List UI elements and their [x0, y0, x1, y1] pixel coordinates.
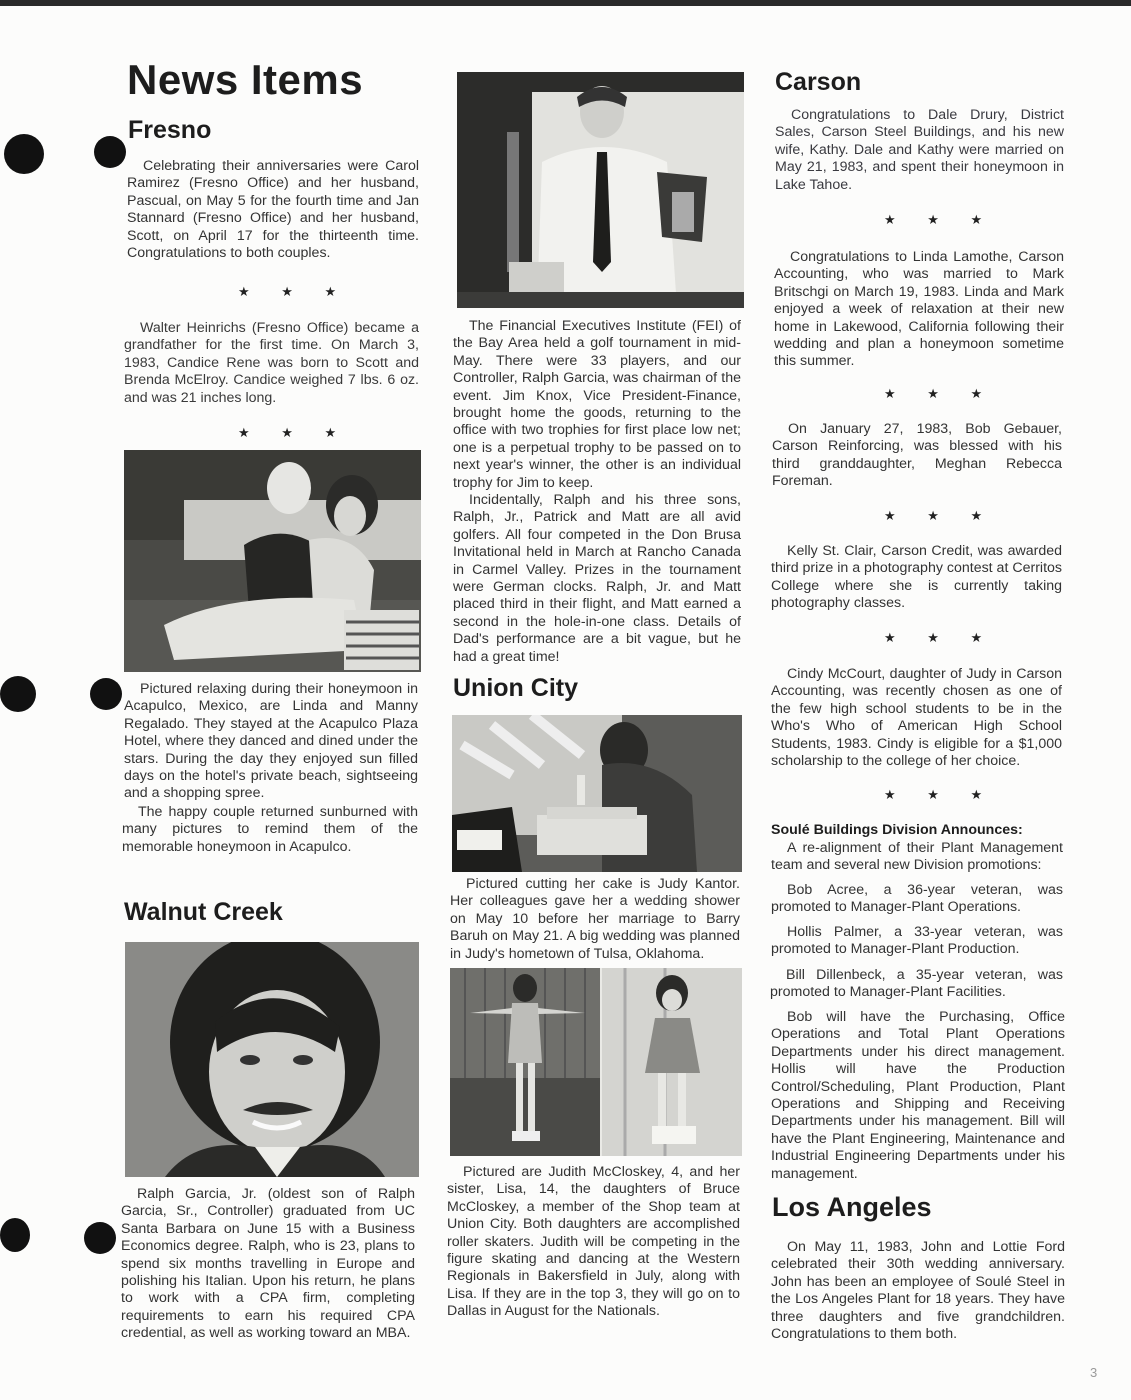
carson-item-mccourt-text: Cindy McCourt, daughter of Judy in Carson Accounting, was recently chosen as one of the few high school students to be in the Who's Who of American High School Students, 1983. Cindy is eligible for a $1,000 scholarship to the college of her choice. [771, 666, 1062, 770]
soule-realignment [771, 840, 1063, 875]
golf-tournament-article [453, 318, 741, 492]
soule-acree-promotion [771, 882, 1063, 917]
soule-responsibilities [771, 1009, 1065, 1183]
golf-tournament-article-text: The Financial Executives Institute (FEI) of the Bay Area held a golf tournament in mid-May. There were 33 players, and our Controller, Ralph Garcia, was chairman of the event. Jim Knox, Vice President-Finance, brought home the goods, returning to the office with two trophies for first place low net; one is a perpetual trophy to be passed on to next year's winner, the other is an individual trophy for Jim to keep. [453, 318, 741, 491]
fresno-item-grandfather-text: Walter Heinrichs (Fresno Office) became a grandfather for the first time. On March 3, 1983, Candice Rene was born to Scott and Brenda McElroy. Candice weighed 7 lbs. 6 oz. and was 21 inches long. [124, 320, 419, 406]
ralph-garcia-jr-caption-text: Ralph Garcia, Jr. (oldest son of Ralph Garcia, Sr., Controller) graduated from UC Santa Barbara on June 15 with a Business Economics degree. Ralph, who is 23, plans to spend six months travelling in Europe and polishing his Italian. Upon his return, he plans to work with a CPA firm, completing requirements to earn his required CPA credential, as well as working toward an MBA. [121, 1186, 415, 1342]
soule-palmer-promotion-text: Hollis Palmer, a 33-year veteran, was promoted to Manager-Plant Production. [771, 924, 1063, 958]
fresno-item-grandfather [124, 320, 419, 407]
honeymoon-caption [124, 681, 418, 803]
separator-stars: ★ ★ ★ [884, 630, 997, 645]
honeymoon-caption-continued [122, 804, 418, 856]
soule-responsibilities-text: Bob will have the Purchasing, Office Operations and Total Plant Operations Departments under his direct management. Hollis will have the Production Control/Scheduling, Plant Production, Plant Operations and Shipping and Receiving Departments under his management. Bill will have the Plant Engineering, Maintenance and Industrial Engineering Departments under his management. [771, 1009, 1065, 1182]
union-city-heading: Union City [453, 674, 578, 702]
mccloskey-roller-skaters-photo [450, 968, 742, 1156]
carson-item-drury-text: Congratulations to Dale Drury, District Sales, Carson Steel Buildings, and his new wife, Kathy. Dale and Kathy were married on May 21, 1983, and spent their honeymoon in Lake Tahoe. [775, 107, 1064, 193]
fresno-item-anniversaries-text: Celebrating their anniversaries were Carol Ramirez (Fresno Office) and her husband, Pascual, on May 5 for the fourth time and Jan Stannard (Fresno Office) and her husband, Scott, on April 17 for the thirteenth time. Congratulations to both couples. [127, 158, 419, 262]
binder-hole-middle-inner [90, 678, 122, 710]
page-number: 3 [1090, 1365, 1098, 1380]
golf-sons-article-text: Incidentally, Ralph and his three sons, Ralph, Jr., Patrick and Matt are all avid golfers. All four competed in the Don Brusa Invitational held in March at Rancho Canada in Carmel Valley. Prizes in the tournament were German clocks. Ralph, Jr. and Matt placed third in their flight, and Matt earned a second in the hole-in-one class. Details of Dad's performance are a bit vague, but he had a great time! [453, 492, 741, 665]
soule-announcement-heading [771, 822, 1063, 839]
separator-stars: ★ ★ ★ [884, 386, 997, 401]
fresno-item-anniversaries [127, 158, 419, 262]
binder-hole-top-inner [94, 136, 126, 168]
los-angeles-item-ford [771, 1239, 1065, 1343]
fresno-heading: Fresno [128, 116, 212, 144]
ralph-garcia-jr-portrait [125, 942, 419, 1177]
soule-acree-promotion-text: Bob Acree, a 36-year veteran, was promoted to Manager-Plant Operations. [771, 882, 1063, 916]
carson-item-mccourt [771, 666, 1062, 770]
carson-item-lamothe [774, 249, 1064, 371]
golf-sons-article [453, 492, 741, 666]
ralph-garcia-jr-caption [121, 1186, 415, 1343]
honeymoon-caption-text: Pictured relaxing during their honeymoon in Acapulco, Mexico, are Linda and Manny Regalado. They stayed at the Acapulco Plaza Hotel, where they danced and dined under the stars. During the day they enjoyed sun filled days on the hotel's private beach, sightseeing and a shopping spree. [124, 681, 418, 802]
honeymoon-couple-photo [124, 450, 421, 672]
carson-item-gebauer [772, 421, 1062, 491]
separator-stars: ★ ★ ★ [884, 787, 997, 802]
separator-stars: ★ ★ ★ [238, 425, 351, 440]
binder-hole-top [4, 134, 44, 174]
soule-palmer-promotion [771, 924, 1063, 959]
walnut-creek-heading: Walnut Creek [124, 898, 283, 926]
carson-heading: Carson [775, 68, 862, 96]
golf-trophies-photo [457, 72, 744, 308]
carson-item-drury [775, 107, 1064, 194]
judy-kantor-cake-photo [452, 715, 742, 872]
judy-kantor-caption [450, 876, 740, 963]
mccloskey-caption-text: Pictured are Judith McCloskey, 4, and her sister, Lisa, 14, the daughters of Bruce McCloskey, a member of the Shop team at Union City. Both daughters are accomplished roller skaters. Judith will be competing in the figure skating and dancing at the Western Regionals in Bakersfield in July, along with Lisa. If they are in the top 3, they will go on to Dallas in August for the Nationals. [447, 1164, 740, 1320]
binder-hole-bottom [0, 1218, 30, 1252]
soule-dillenbeck-promotion-text: Bill Dillenbeck, a 35-year veteran, was promoted to Manager-Plant Facilities. [770, 967, 1063, 1001]
page-top-border [0, 0, 1131, 6]
judy-kantor-caption-text: Pictured cutting her cake is Judy Kantor. Her colleagues gave her a wedding shower on May 10 before her marriage to Barry Baruh on May 21. A big wedding was planned in Judy's hometown of Tulsa, Oklahoma. [450, 876, 740, 962]
los-angeles-heading: Los Angeles [772, 1192, 932, 1222]
binder-hole-bottom-inner [84, 1222, 116, 1254]
mccloskey-caption [447, 1164, 740, 1321]
separator-stars: ★ ★ ★ [884, 212, 997, 227]
soule-realignment-text: A re-alignment of their Plant Management team and several new Division promotions: [771, 840, 1063, 874]
soule-dillenbeck-promotion [770, 967, 1063, 1002]
separator-stars: ★ ★ ★ [238, 284, 351, 299]
separator-stars: ★ ★ ★ [884, 508, 997, 523]
los-angeles-item-ford-text: On May 11, 1983, John and Lottie Ford celebrated their 30th wedding anniversary. John has been an employee of Soulé Steel in the Los Angeles Plant for 18 years. They have three daughters and five grandchildren. Congratulations to them both. [771, 1239, 1065, 1343]
carson-item-st-clair [771, 543, 1062, 613]
honeymoon-caption-continued-text: The happy couple returned sunburned with many pictures to remind them of the memorable honeymoon in Acapulco. [122, 804, 418, 855]
soule-heading: Soulé Buildings Division Announces: [771, 822, 1023, 838]
binder-hole-middle [0, 676, 36, 712]
page-title: News Items [127, 56, 364, 103]
carson-item-st-clair-text: Kelly St. Clair, Carson Credit, was awarded third prize in a photography contest at Cerritos College where she is currently taking photography classes. [771, 543, 1062, 612]
carson-item-lamothe-text: Congratulations to Linda Lamothe, Carson Accounting, who was married to Mark Britschgi on March 19, 1983. Linda and Mark enjoyed a week of relaxation at their new home in Lakewood, California following their wedding and plan a honeymoon sometime this summer. [774, 249, 1064, 370]
carson-item-gebauer-text: On January 27, 1983, Bob Gebauer, Carson Reinforcing, was blessed with his third granddaughter, Meghan Rebecca Foreman. [772, 421, 1062, 490]
